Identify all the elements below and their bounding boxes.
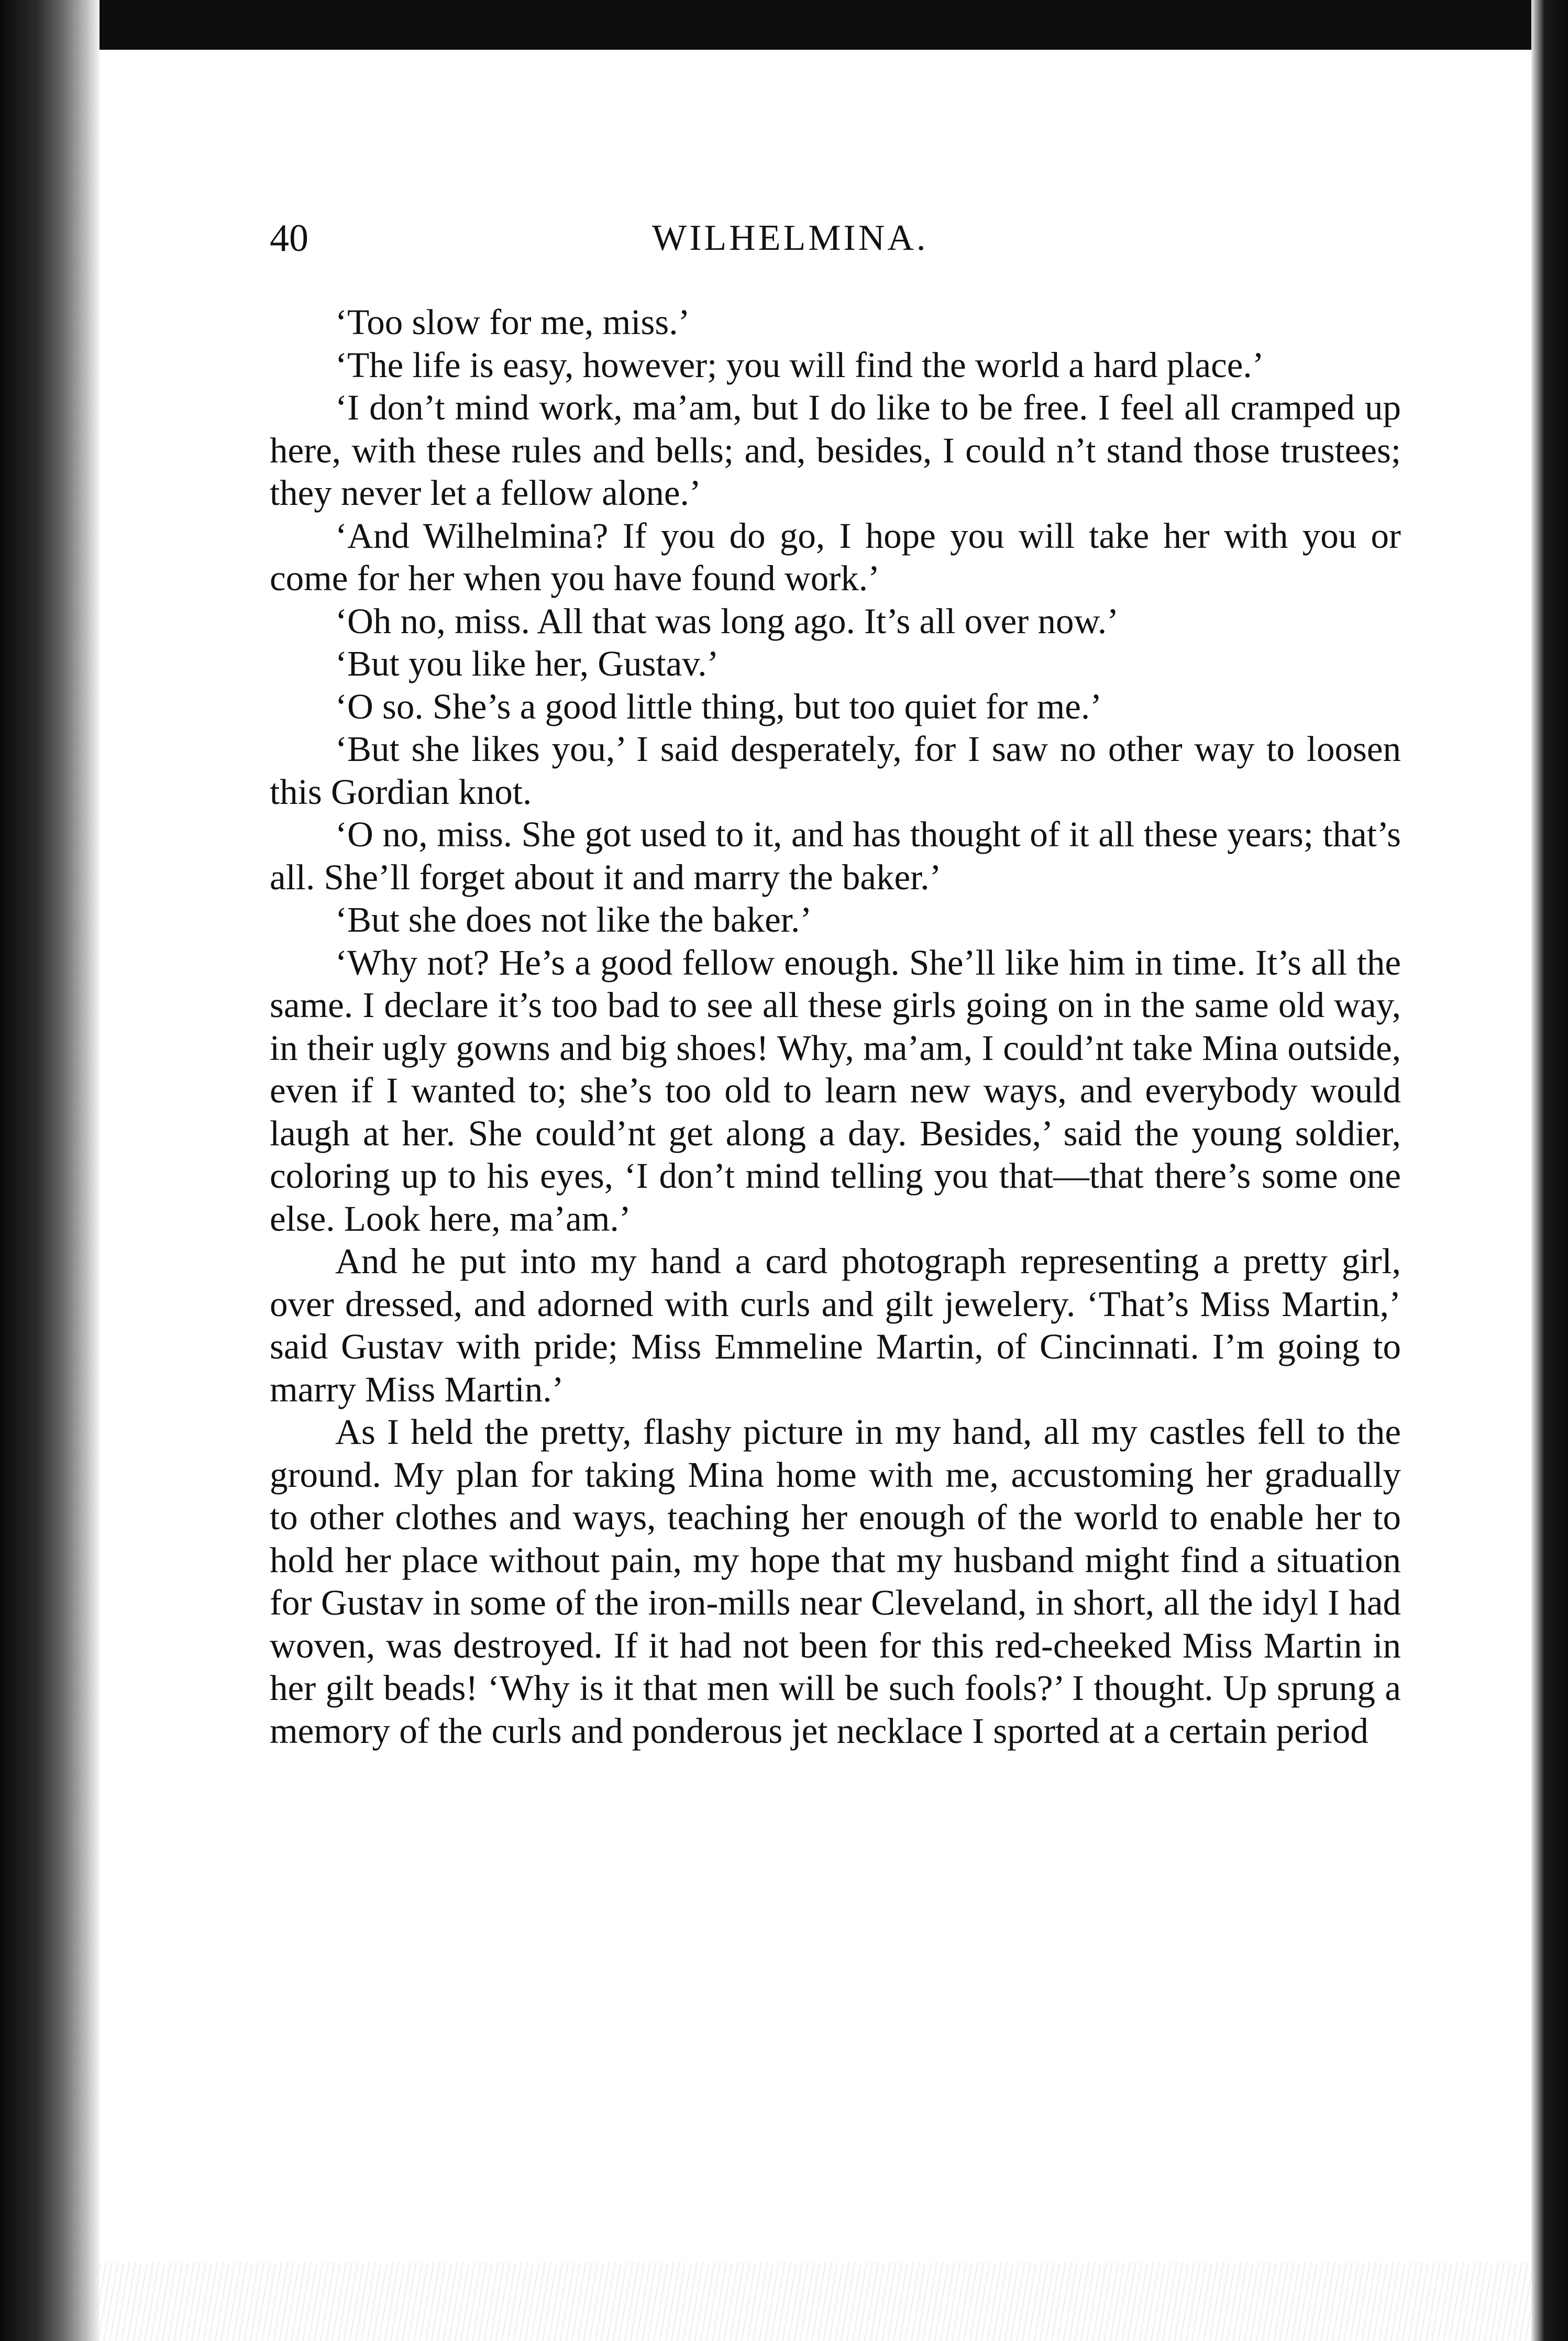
paragraph: ‘And Wilhelmina? If you do go, I hope you will take her with you or come for her when you have found work.’ <box>270 515 1401 598</box>
paragraph: ‘But you like her, Gustav.’ <box>335 644 719 683</box>
paragraph: ‘Oh no, miss. All that was long ago. It’s all over now.’ <box>335 601 1119 641</box>
paragraph: ‘Why not? He’s a good fellow enough. She’ll like him in time. It’s all the same. I declare it’s too bad to see all these girls going on in the same old way, in their ugly gowns and big shoes! Why, ma’am, I could’nt take Mina outside, even if I wanted to; she’s too old to learn new ways, and everybody would laugh at her. She could’nt get along a day. Besides,’ said the young soldier, coloring up to his eyes, ‘I don’t mind telling you that—that there’s some one else. Look here, ma’am.’ <box>270 942 1401 1239</box>
paragraph: As I held the pretty, flashy picture in my hand, all my castles fell to the ground. My plan for taking Mina home with me, accustoming her gradually to other clothes and ways, teaching her enough of the world to enable her to hold her place without pain, my hope that my husband might find a situation for Gustav in some of the iron-mills near Cleveland, in short, all the idyl I had woven, was destroyed. If it had not been for this red-cheeked Miss Martin in her gilt beads! ‘Why is it that men will be such fools?’ I thought. Up sprung a memory of the curls and ponderous jet necklace I sported at a certain period <box>270 1412 1401 1751</box>
paragraph: ‘But she likes you,’ I said desperately, for I saw no other way to loosen this Gordian knot. <box>270 729 1401 812</box>
paragraph: ‘O so. She’s a good little thing, but too quiet for me.’ <box>335 686 1102 726</box>
paragraph: ‘I don’t mind work, ma’am, but I do like to be free. I feel all cramped up here, with these rules and bells; and, besides, I could n’t stand those trustees; they never let a fellow alone.’ <box>270 388 1401 513</box>
paragraph: ‘The life is easy, however; you will find the world a hard place.’ <box>335 345 1264 385</box>
paragraph: ‘O no, miss. She got used to it, and has thought of it all these years; that’s all. She’ll forget about it and marry the baker.’ <box>270 814 1401 897</box>
running-head <box>270 209 1401 267</box>
paragraph: And he put into my hand a card photograph representing a pretty girl, over dressed, and adorned with curls and gilt jewelery. ‘That’s Miss Martin,’ said Gustav with pride; Miss Emmeline Martin, of Cincinnati. I’m going to marry Miss Martin.’ <box>270 1241 1401 1409</box>
running-title: WILHELMINA. <box>652 218 929 258</box>
paragraph: ‘Too slow for me, miss.’ <box>335 302 690 342</box>
page-number: 40 <box>270 217 308 260</box>
body-text <box>270 301 1401 1752</box>
paragraph: ‘But she does not like the baker.’ <box>335 900 812 940</box>
